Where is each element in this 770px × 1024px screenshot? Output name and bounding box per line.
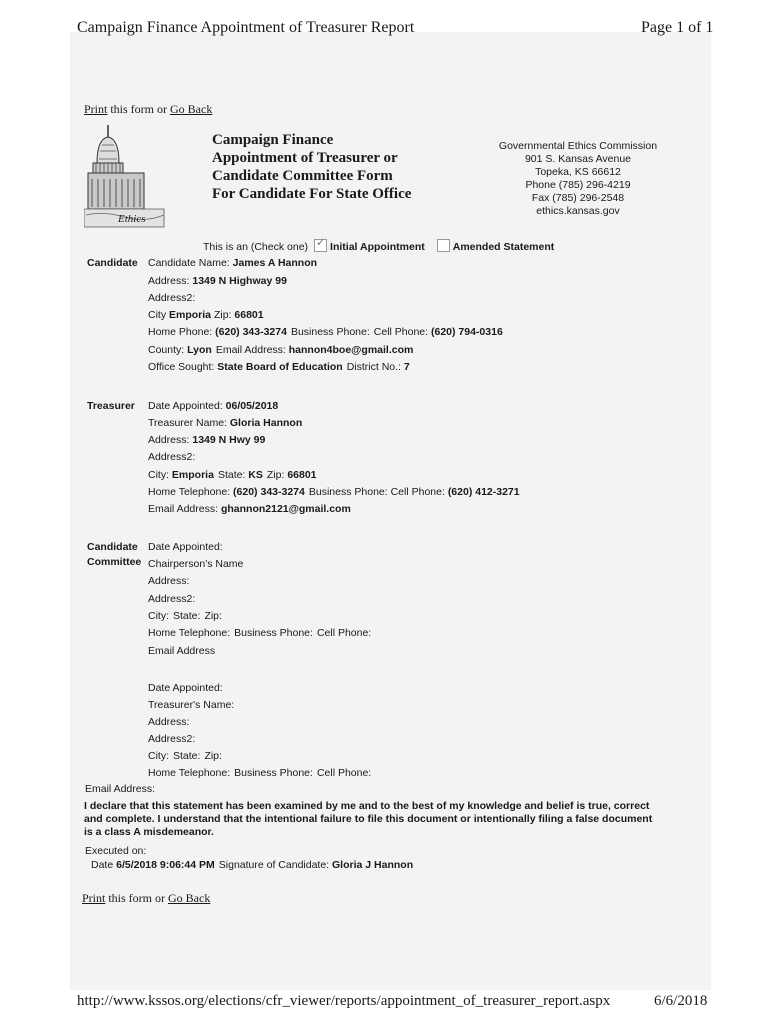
committee-chair-row: Chairperson's Name [148, 558, 244, 570]
footer-date: 6/6/2018 [654, 993, 708, 1009]
committee-email-row: Email Address [148, 645, 216, 657]
statehouse-logo [84, 123, 168, 231]
declaration-text: I declare that this statement has been examined by me and to the best of my knowledge and belief is true, correct and complete. I understand that the intentional failure to file this document or intentionally filing a false document is a class A misdemeanor. [84, 800, 653, 838]
candidate-city-row: City Emporia Zip: 66801 [148, 309, 264, 321]
section-treasurer: Treasurer [87, 400, 135, 412]
top-links: Print this form or Go Back [84, 102, 213, 116]
candidate-county-row: County: Lyon Email Address: hannon4boe@gmail.com [148, 344, 414, 356]
committee-treasurer-city-row: City: State: Zip: [148, 750, 222, 762]
section-candidate-committee: Candidate Committee [87, 541, 142, 568]
amended-statement-checkbox[interactable] [437, 239, 450, 252]
executed-on-label: Executed on: [85, 845, 147, 857]
candidate-address2-row: Address2: [148, 292, 196, 304]
print-link[interactable]: Print [84, 102, 108, 116]
committee-address2-row: Address2: [148, 593, 196, 605]
treasurer-email-row: Email Address: ghannon2121@gmail.com [148, 503, 351, 515]
committee-treasurer-date-row: Date Appointed: [148, 682, 223, 694]
agency-address-block: Governmental Ethics Commission 901 S. Kansas Avenue Topeka, KS 66612 Phone (785) 296-4219 Fax (785) 296-2548 ethics.kansas.gov [498, 140, 658, 217]
committee-treasurer-email-row: Email Address: [85, 783, 156, 795]
committee-treasurer-address2-row: Address2: [148, 733, 196, 745]
treasurer-address-row: Address: 1349 N Hwy 99 [148, 434, 266, 446]
page-number: Page 1 of 1 [641, 19, 714, 36]
committee-treasurer-address-row: Address: [148, 716, 190, 728]
logo-caption: Ethics [118, 213, 146, 225]
form-title: Campaign Finance Appointment of Treasurer or Candidate Committee Form For Candidate For State Office [212, 132, 412, 202]
initial-appointment-checkbox[interactable] [314, 239, 327, 252]
treasurer-address2-row: Address2: [148, 451, 196, 463]
candidate-address-row: Address: 1349 N Highway 99 [148, 275, 287, 287]
execution-signature-row: Date 6/5/2018 9:06:44 PM Signature of Candidate: Gloria J Hannon [91, 859, 414, 871]
treasurer-name-row: Treasurer Name: Gloria Hannon [148, 417, 303, 429]
candidate-name-row: Candidate Name: James A Hannon [148, 257, 318, 269]
candidate-phone-row: Home Phone: (620) 343-3274 Business Phone: Cell Phone: (620) 794-0316 [148, 326, 503, 338]
treasurer-phone-row: Home Telephone: (620) 343-3274 Business Phone: Cell Phone: (620) 412-3271 [148, 486, 520, 498]
bottom-links: Print this form or Go Back [82, 891, 211, 905]
committee-date-row: Date Appointed: [148, 541, 223, 553]
section-candidate: Candidate [87, 257, 138, 269]
committee-city-row: City: State: Zip: [148, 610, 222, 622]
footer-url: http://www.kssos.org/elections/cfr_viewer/reports/appointment_of_treasurer_report.aspx [77, 993, 611, 1009]
treasurer-city-row: City: Emporia State: KS Zip: 66801 [148, 469, 317, 481]
report-title: Campaign Finance Appointment of Treasurer Report [77, 19, 415, 36]
committee-address-row: Address: [148, 575, 190, 587]
print-link-bottom[interactable]: Print [82, 891, 106, 905]
appointment-type-line: This is an (Check one)✓ Initial Appointment Amended Statement [203, 239, 554, 254]
candidate-office-row: Office Sought: State Board of Education District No.: 7 [148, 361, 410, 373]
committee-phone-row: Home Telephone: Business Phone: Cell Phone: [148, 627, 372, 639]
go-back-link[interactable]: Go Back [170, 102, 213, 116]
committee-treasurer-name-row: Treasurer's Name: [148, 699, 235, 711]
committee-treasurer-phone-row: Home Telephone: Business Phone: Cell Phone: [148, 767, 372, 779]
treasurer-date-row: Date Appointed: 06/05/2018 [148, 400, 279, 412]
go-back-link-bottom[interactable]: Go Back [168, 891, 211, 905]
